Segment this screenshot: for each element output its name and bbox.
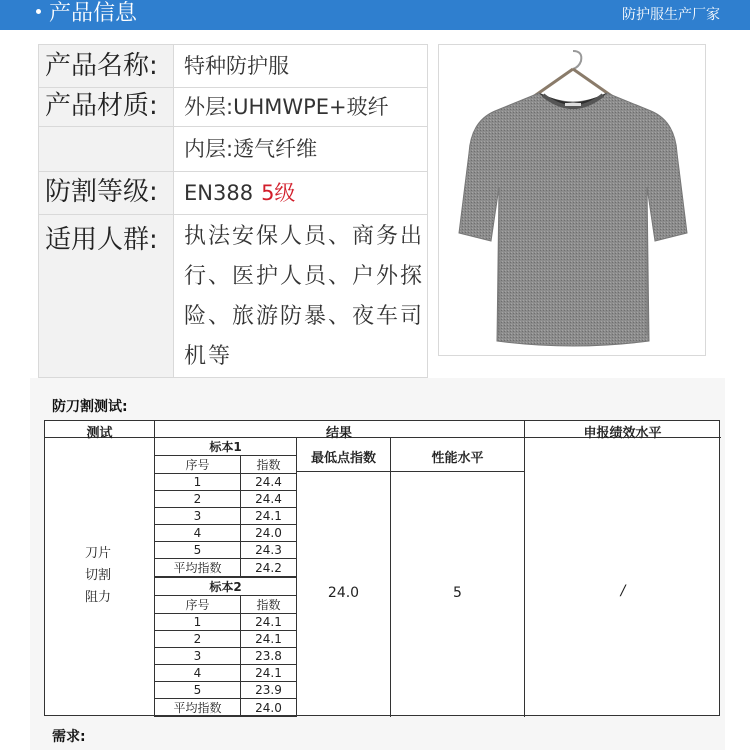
test-name-line: 刀片	[85, 546, 112, 561]
table-row	[155, 474, 297, 491]
cut-test-section	[30, 378, 725, 750]
brand-label: 防护服生产厂家	[622, 7, 720, 23]
sample-col-no: 序号	[155, 456, 241, 474]
col-result-header: 结果	[325, 426, 352, 441]
report-value: /	[620, 583, 626, 599]
test-caption: 防刀割测试:	[52, 399, 128, 415]
bullet-dot	[36, 9, 41, 14]
sample1-avg: 24.2	[241, 559, 297, 577]
col-min-header: 最低点指数	[310, 451, 376, 466]
test-name-line: 阻力	[85, 590, 112, 605]
cell: 5	[155, 682, 241, 699]
cell: 24.1	[241, 665, 297, 682]
perf-value: 5	[453, 585, 462, 601]
cell: 24.1	[241, 508, 297, 525]
min-value: 24.0	[327, 585, 360, 601]
product-image	[438, 44, 706, 356]
test-name	[85, 543, 111, 609]
cell: 5	[155, 542, 241, 559]
cell: 23.9	[241, 682, 297, 699]
cell: 2	[155, 491, 241, 508]
sample2-table	[154, 577, 297, 717]
product-info-table	[38, 44, 428, 378]
col-perf-header: 性能水平	[431, 451, 484, 466]
grid-line	[296, 471, 524, 472]
grade-value	[174, 172, 428, 215]
test-results-table	[44, 420, 720, 716]
sample-col-no: 序号	[155, 596, 241, 614]
requirement-label: 需求:	[52, 729, 86, 745]
cell: 3	[155, 648, 241, 665]
cell: 24.1	[241, 631, 297, 648]
tshirt-illustration	[439, 45, 707, 357]
sample2-avg: 24.0	[241, 699, 297, 717]
cell: 24.1	[241, 614, 297, 631]
cell: 23.8	[241, 648, 297, 665]
table-row	[155, 559, 297, 577]
cell: 24.4	[241, 491, 297, 508]
sample2-title: 标本2	[155, 578, 297, 596]
table-row	[155, 665, 297, 682]
sample1-table	[154, 437, 297, 577]
grade-level: 5级	[261, 181, 296, 205]
cell: 2	[155, 631, 241, 648]
cell: 1	[155, 614, 241, 631]
test-name-line: 切割	[85, 568, 112, 583]
table-row	[155, 542, 297, 559]
cell: 1	[155, 474, 241, 491]
name-value: 特种防护服	[174, 45, 428, 88]
cell: 24.4	[241, 474, 297, 491]
sample-col-idx: 指数	[241, 596, 297, 614]
grid-line	[390, 437, 391, 717]
material-label-cont	[39, 127, 174, 172]
table-row	[155, 682, 297, 699]
table-row	[155, 525, 297, 542]
material-inner: 内层:透气纤维	[174, 127, 428, 172]
page-header	[0, 0, 750, 30]
users-value: 执法安保人员、商务出行、医护人员、户外探险、旅游防暴、夜车司机等	[174, 215, 428, 378]
cell: 3	[155, 508, 241, 525]
name-label: 产品名称:	[39, 45, 174, 88]
grade-label: 防割等级:	[39, 172, 174, 215]
col-test-header: 测试	[86, 426, 113, 441]
table-row	[155, 648, 297, 665]
section-title-text: 产品信息	[49, 1, 138, 26]
cell: 4	[155, 525, 241, 542]
table-row	[155, 508, 297, 525]
table-row	[155, 491, 297, 508]
table-row	[155, 614, 297, 631]
table-row	[155, 699, 297, 717]
avg-label: 平均指数	[155, 699, 241, 717]
section-title	[36, 0, 137, 30]
table-row	[155, 631, 297, 648]
cell: 24.3	[241, 542, 297, 559]
grade-standard: EN388	[184, 181, 254, 205]
grid-line	[524, 421, 525, 717]
col-report-header: 申报绩效水平	[583, 426, 662, 441]
material-outer: 外层:UHMWPE+玻纤	[174, 88, 428, 127]
sample-col-idx: 指数	[241, 456, 297, 474]
sample1-title: 标本1	[155, 438, 297, 456]
material-label: 产品材质:	[39, 88, 174, 127]
cell: 4	[155, 665, 241, 682]
cell: 24.0	[241, 525, 297, 542]
avg-label: 平均指数	[155, 559, 241, 577]
users-label: 适用人群:	[39, 215, 174, 378]
